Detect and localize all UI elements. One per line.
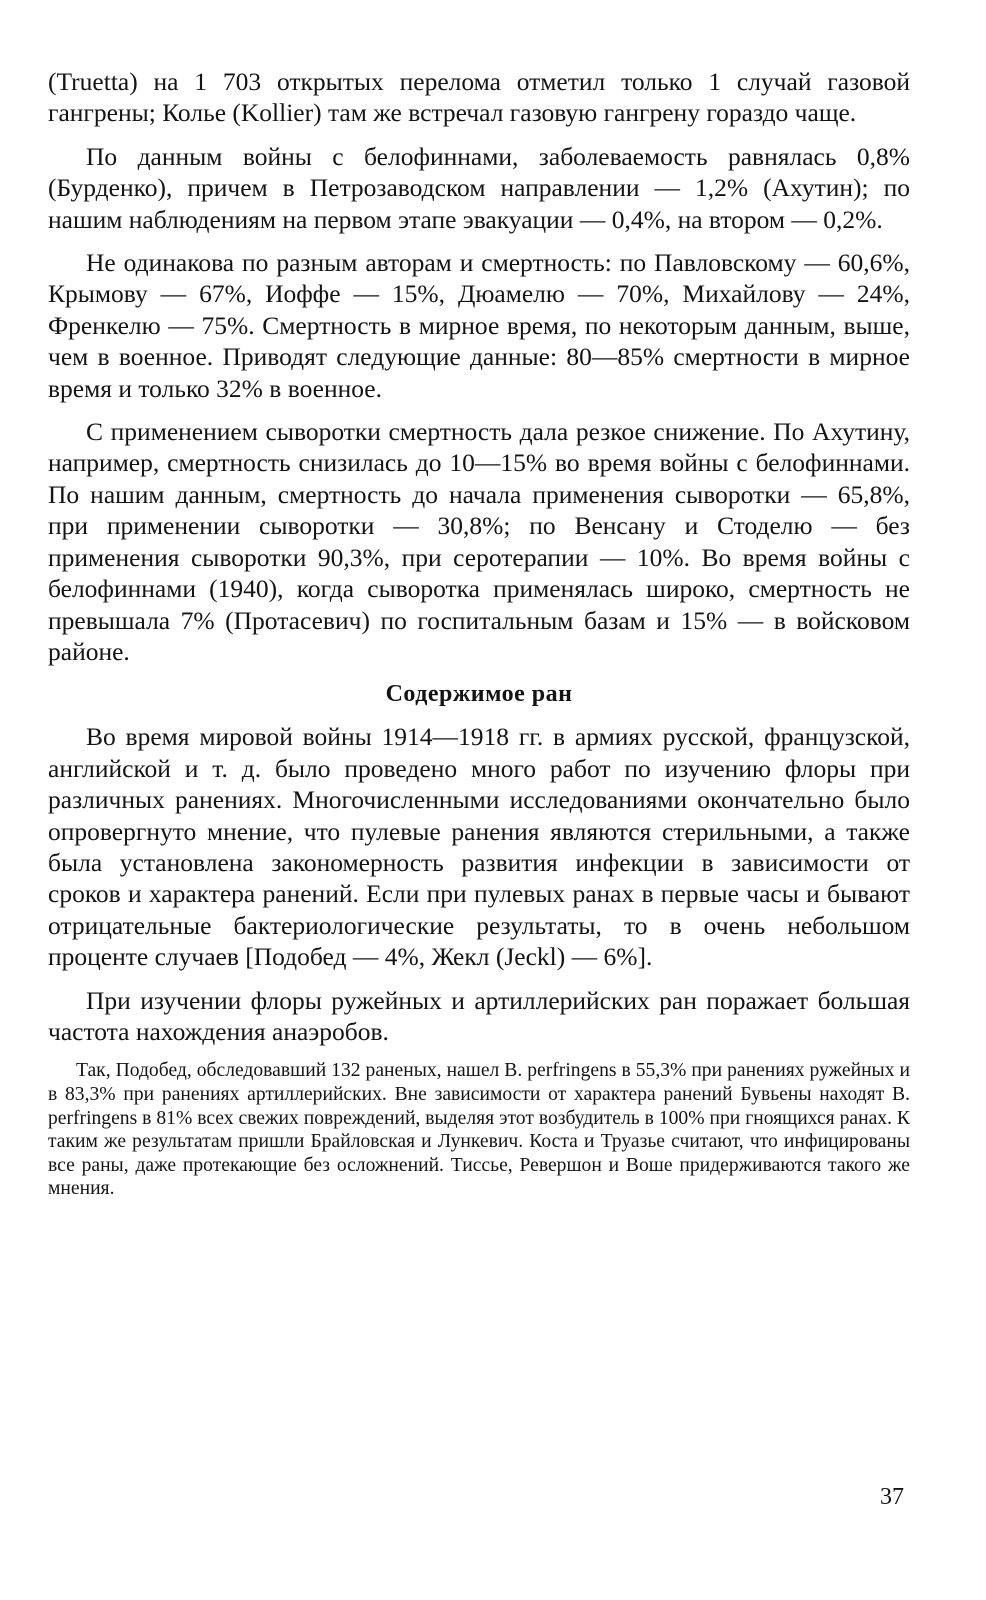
- page-text: [48, 66, 910, 1201]
- paragraph-anaerobes: При изучении флоры ружейных и артиллерийских ран поражает большая частота нахождения анаэробов.: [48, 985, 910, 1046]
- paragraph-morbidity: По данным войны с белофиннами, заболеваемость равнялась 0,8% (Бурденко), причем в Петрозаводском направлении — 1,2% (Ахутин); по нашим наблюдениям на первом этапе эвакуации — 0,4%, на втором — 0,2%.: [48, 141, 910, 234]
- paragraph-serum: С применением сыворотки смертность дала резкое снижение. По Ахутину, например, смертность снизилась до 10—15% во время войны с белофиннами. По нашим данным, смертность до начала применения сыворотки — 65,8%, при применении сыворотки — 30,8%; по Венсану и Стоделю — без применения сыворотки 90,3%, при серотерапии — 10%. Во время войны с белофиннами (1940), когда сыворотка применялась широко, смертность не превышала 7% (Протасевич) по госпитальным базам и 15% — в войсковом районе.: [48, 417, 910, 666]
- page-number: 37: [880, 1484, 904, 1510]
- paragraph-world-war: Во время мировой войны 1914—1918 гг. в армиях русской, французской, английской и т. д. было проведено много работ по изучению флоры при различных ранениях. Многочисленными исследованиями окончательно было опровергнуто мнение, что пулевые ранения являются стерильными, а также была установлена закономерность развития инфекции в зависимости от сроков и характера ранений. Если при пулевых ранах в первые часы и бывают отрицательные бактериологические результаты, то в очень небольшом проценте случаев [Подобед — 4%, Жекл (Jeckl) — 6%].: [48, 722, 910, 972]
- footnote: Так, Подобед, обследовавший 132 раненых, нашел B. perfringens в 55,3% при ранениях ружейных и в 83,3% при ранениях артиллерийских. Вне зависимости от характера ранений Бувьены находят B. perfringens в 81% всех свежих повреждений, выделяя этот возбудитель в 100% при гноящихся ранах. К таким же результатам пришли Брайловская и Лункевич. Коста и Труазье считают, что инфицированы все раны, даже протекающие без осложнений. Тиссье, Ревершон и Воше придерживаются такого же мнения.: [48, 1060, 910, 1200]
- paragraph-truetta: (Truetta) на 1 703 открытых перелома отметил только 1 случай газовой гангрены; Колье (Kollier) там же встречал газовую гангрену гораздо чаще.: [48, 67, 910, 128]
- section-heading: Содержимое ран: [385, 681, 573, 708]
- paragraph-mortality: Не одинакова по разным авторам и смертность: по Павловскому — 60,6%, Крымову — 67%, Иоффе — 15%, Дюамелю — 70%, Михайлову — 24%, Френкелю — 75%. Смертность в мирное время, по некоторым данным, выше, чем в военное. Приводят следующие данные: 80—85% смертности в мирное время и только 32% в военное.: [48, 248, 910, 403]
